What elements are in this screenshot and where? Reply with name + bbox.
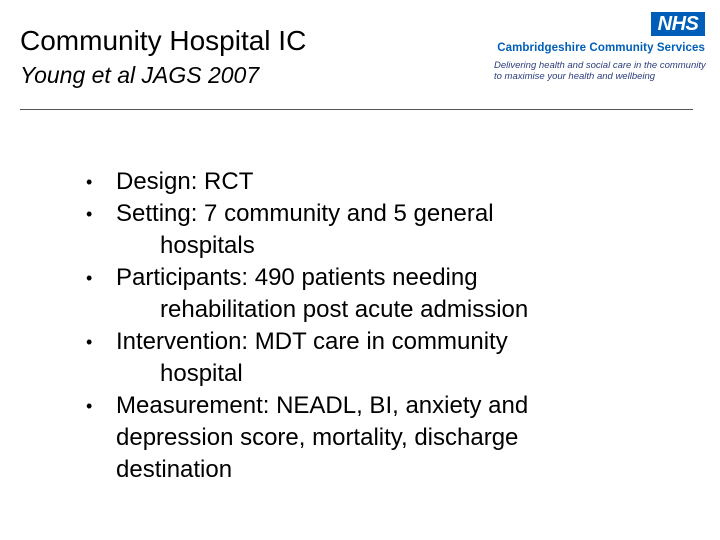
bullet-icon: • (86, 396, 93, 416)
organisation-tagline (494, 60, 706, 82)
nhs-logo: NHS (651, 12, 705, 36)
bullet-text: Measurement: NEADL, BI, anxiety and (116, 392, 529, 419)
bullet-text-continuation: hospitals (160, 232, 255, 259)
bullet-text: Participants: 490 patients needing (116, 264, 478, 291)
bullet-item-intervention (86, 326, 626, 390)
bullet-text: Setting: 7 community and 5 general (116, 200, 494, 227)
slide-subtitle: Young et al JAGS 2007 (20, 62, 260, 88)
organisation-name: Cambridgeshire Community Services (497, 42, 705, 54)
bullet-item-setting (86, 198, 626, 262)
bullet-item-measurement (86, 390, 626, 486)
bullet-icon: • (86, 204, 93, 224)
tagline-line: Delivering health and social care in the community (494, 60, 706, 71)
slide-title: Community Hospital IC (20, 25, 307, 56)
title-divider (20, 109, 693, 110)
bullet-text: Design: RCT (116, 168, 254, 195)
bullet-text: Intervention: MDT care in community (116, 328, 508, 355)
bullet-text-continuation: destination (116, 456, 233, 483)
bullet-text-continuation: hospital (160, 360, 243, 387)
bullet-item-design (86, 166, 626, 198)
bullet-icon: • (86, 172, 93, 192)
bullet-icon: • (86, 332, 93, 352)
tagline-line: to maximise your health and wellbeing (494, 71, 656, 82)
organisation-logo (492, 12, 714, 88)
bullet-list (86, 166, 626, 486)
bullet-text-continuation: depression score, mortality, discharge (116, 424, 519, 451)
bullet-icon: • (86, 268, 93, 288)
bullet-text-continuation: rehabilitation post acute admission (160, 296, 529, 323)
bullet-item-participants (86, 262, 626, 326)
